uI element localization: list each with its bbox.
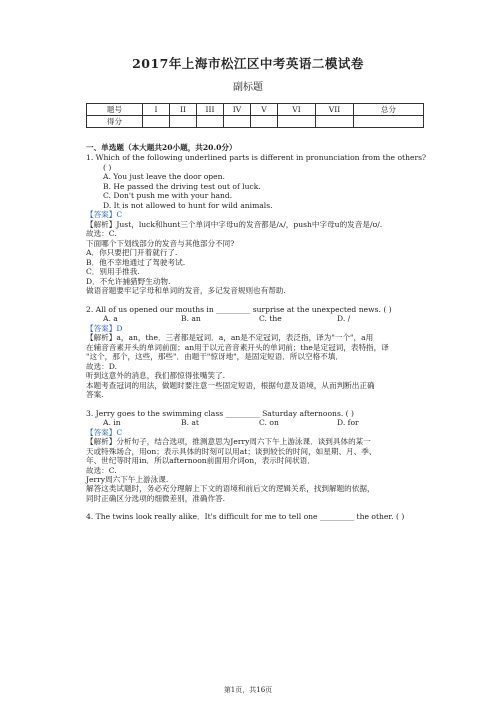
question-content [86, 143, 426, 522]
question-1-paren: ( ) [103, 162, 112, 172]
question-1-option-a: A. You just leave the door open. [103, 172, 225, 182]
question-3-option-a: A. in [103, 418, 121, 428]
score-header-cell: VI [278, 104, 316, 116]
question-3-analysis-line: 【解析】分析句子，结合选项，推测意思为Jerry周六下午上游泳课．谈到具体的某一 [86, 437, 371, 447]
score-header-cell: IV [224, 104, 251, 116]
question-2-tip-line: 本题考查冠词的用法，做题时要注意一些固定短语，根据句意及语境，从而判断出正确 [86, 380, 375, 390]
question-3-conclusion: 故选：C. [86, 465, 117, 475]
question-1-cn-question: 下面哪个下划线部分的发音与其他部分不同? [86, 238, 235, 248]
question-2-translation: 听到这意外的消息，我们都惊得张嘴笑了. [86, 371, 226, 381]
score-header-cell: V [251, 104, 278, 116]
question-2-analysis-line: 【解析】a，an，the．三者都是冠词．a，an是不定冠词，表泛指，译为"一个"，a用 [86, 333, 374, 343]
question-4-stem: 4. The twins look really alike．It's difficult for me to tell one _________ the other. ( ) [86, 512, 405, 522]
page-footer: 第1页，共16页 [223, 686, 273, 694]
page-title: 2017年上海市松江区中考英语二模试卷 [132, 56, 364, 71]
score-cell [197, 116, 224, 128]
question-2-options [86, 314, 426, 323]
question-2-option-a: A. a [103, 314, 118, 324]
question-3-answer: 【答案】C [86, 427, 123, 437]
question-1-answer: 【答案】C [86, 210, 123, 220]
question-2-option-b: B. an [181, 314, 201, 324]
question-1-cn-option: B．他不幸地通过了驾驶考试. [86, 257, 186, 267]
score-cell [278, 116, 316, 128]
question-2-option-c: C. the [259, 314, 282, 324]
question-3-stem: 3. Jerry goes to the swimming class _________ Saturday afternoons. ( ) [86, 408, 355, 418]
score-cell [316, 116, 354, 128]
score-row-label: 得分 [87, 116, 143, 128]
score-header-cell: 题号 [87, 104, 143, 116]
question-1-stem: 1. Which of the following underlined parts is different in pronunciation from the others? [86, 153, 427, 163]
question-1-option-d: D. It is not allowed to hunt for wild animals. [103, 200, 273, 210]
score-table [86, 103, 424, 128]
question-1-tip: 做语音题要牢记字母和单词的发音，多记发音规则也有帮助. [86, 286, 286, 296]
question-2-analysis-line: "这个，那个，这些，那些"．由题干"惊讶地"，是固定短语．所以空格不填． [86, 352, 343, 362]
question-1-conclusion: 故选：C. [86, 229, 117, 239]
question-3-option-d: D. for [337, 418, 359, 428]
question-2-answer: 【答案】D [86, 323, 123, 333]
question-1-cn-option: C．别用手推我. [86, 267, 140, 277]
score-cell [251, 116, 278, 128]
question-2-tip-line: 答案. [86, 390, 104, 400]
question-1-analysis: 【解析】Just，luck和hunt三个单词中字母u的发音都是/ʌ/，push中字母u的发音是/ʊ/. [86, 219, 383, 229]
question-2-option-d: D. / [337, 314, 351, 324]
question-3-translation: Jerry周六下午上游泳课. [86, 474, 169, 484]
question-3-option-c: C. on [259, 418, 279, 428]
question-3-option-b: B. at [181, 418, 199, 428]
score-header-cell: II [170, 104, 197, 116]
score-cell [143, 116, 170, 128]
question-3-options [86, 418, 426, 427]
question-1-option-c: C. Don't push me with your hand. [103, 191, 233, 201]
score-table-header-row [87, 104, 424, 116]
section-heading: 一、单选题（本大题共20小题，共20.0分） [86, 143, 237, 152]
question-1-cn-option: A．你只要把门开着就行了. [86, 248, 178, 258]
score-table-score-row [87, 116, 424, 128]
question-2-stem: 2. All of us opened our mouths in _________ surprise at the unexpected news. ( ) [86, 304, 392, 314]
score-cell [354, 116, 424, 128]
question-2-conclusion: 故选：D. [86, 361, 118, 371]
question-1-cn-option: D．不允许捕猎野生动物. [86, 276, 171, 286]
question-2-analysis-line: 在辅音音素开头的单词前面；an用于以元音音素开头的单词前；the是定冠词，表特指，译 [86, 342, 389, 352]
question-3-tip-line: 解答这类试题时，务必充分理解上下文的语境和前后文的逻辑关系，找到解题的依据， [86, 484, 375, 494]
score-header-cell: I [143, 104, 170, 116]
question-3-analysis-line: 年、世纪等时用in．所以afternoon前面用介词on，表示时间状语． [86, 456, 315, 466]
score-header-cell: 总分 [354, 104, 424, 116]
page-subtitle: 副标题 [233, 82, 263, 93]
question-3-tip-line: 同时正确区分选项的细微差别，准确作答. [86, 493, 226, 503]
question-1-option-b: B. He passed the driving test out of luck. [103, 181, 261, 191]
score-cell [170, 116, 197, 128]
score-header-cell: VII [316, 104, 354, 116]
score-cell [224, 116, 251, 128]
question-3-analysis-line: 天或特殊场合，用on；表示具体的时刻可以用at；谈到较长的时间，如星期、月、季、 [86, 446, 377, 456]
score-header-cell: III [197, 104, 224, 116]
